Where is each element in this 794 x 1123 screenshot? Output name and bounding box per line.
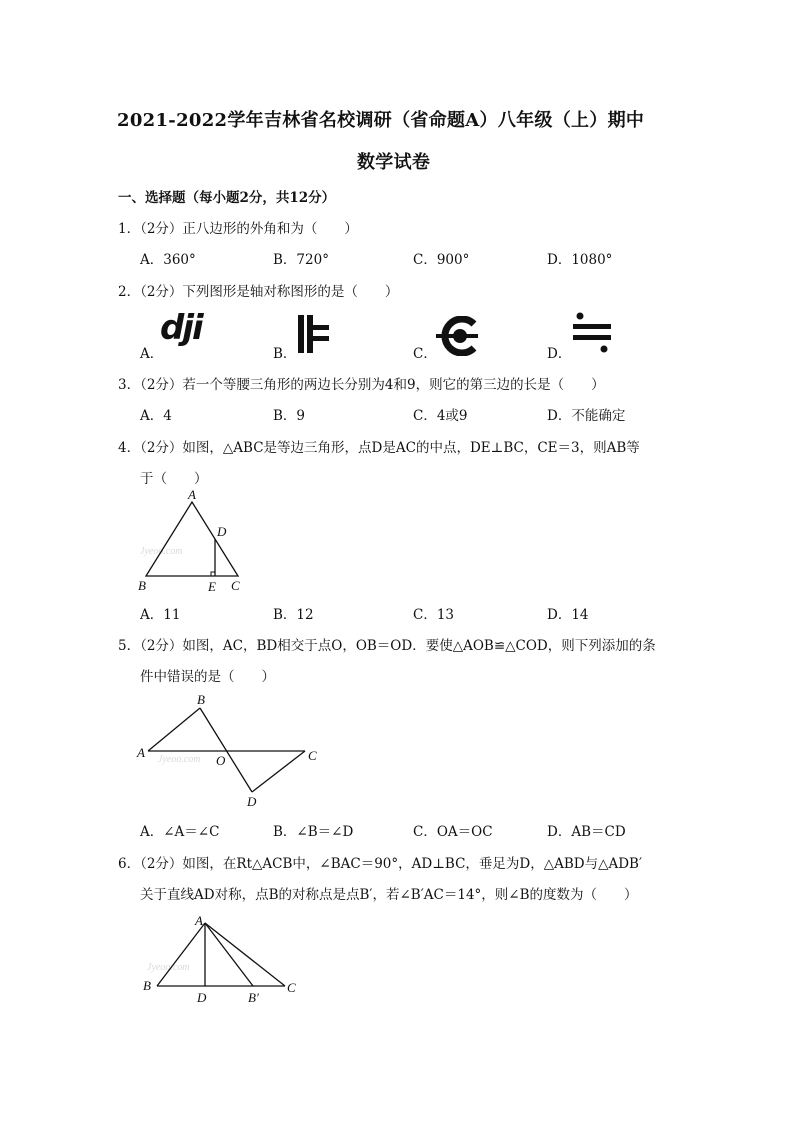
question-5-stem-line1: 5．（2分）如图，AC，BD相交于点O，OB＝OD．要使△AOB≌△COD，则下列添加的条 [118,638,656,654]
q4-label-d: D [217,524,227,539]
q2-figure-d [570,311,616,355]
q1-option-a: A．360° [140,252,196,268]
q4-triangle-figure [130,488,260,598]
q6-label-a: A [195,913,203,928]
q3-option-c: C．4或9 [413,408,468,424]
q2-figure-b [294,314,334,354]
q5-label-c: C [308,748,317,763]
question-5-stem-line2: 件中错误的是（ ） [140,669,275,685]
question-4-stem-line1: 4．（2分）如图，△ABC是等边三角形，点D是AC的中点，DE⊥BC，CE＝3，则AB等 [118,440,640,456]
q3-option-d: D．不能确定 [547,408,626,424]
q5-label-a: A [137,745,145,760]
q6-label-b: B [143,978,151,993]
q4-option-b: B．12 [273,607,314,623]
question-3-stem: 3．（2分）若一个等腰三角形的两边长分别为4和9，则它的第三边的长是（ ） [118,377,605,393]
q6-figure [135,910,305,1005]
page-title-line2: 数学试卷 [357,152,431,173]
q5-figure [130,690,330,812]
q2-figure-c [436,316,482,356]
q2-option-c-letter: C． [413,346,437,362]
q5-label-o: O [216,753,226,768]
q4-option-c: C．13 [413,607,455,623]
q5-option-b: B．∠B＝∠D [273,824,354,840]
q2-option-a-letter: A． [140,346,164,362]
q5-label-b: B [197,692,205,707]
question-6-stem-line2: 关于直线AD对称，点B的对称点是点B′，若∠B′AC＝14°，则∠B的度数为（ ） [140,887,638,903]
question-1-stem: 1．（2分）正八边形的外角和为（ ） [118,221,358,237]
q1-option-d: D．1080° [547,252,613,268]
svg-text:Jyeoo.com: Jyeoo.com [140,546,183,557]
question-6-stem-line1: 6．（2分）如图，在Rt△ACB中，∠BAC＝90°，AD⊥BC，垂足为D，△ABD与△ADB′ [118,856,643,872]
q1-option-b: B．720° [273,252,329,268]
q1-option-c: C．900° [413,252,470,268]
svg-text:Jyeoo.com: Jyeoo.com [147,962,190,973]
q5-option-c: C．OA＝OC [413,824,493,840]
q6-label-b-prime: B′ [248,990,259,1005]
q4-option-a: A．11 [140,607,181,623]
svg-text:Jyeoo.com: Jyeoo.com [158,754,201,765]
question-2-stem: 2．（2分）下列图形是轴对称图形的是（ ） [118,284,399,300]
q4-label-a: A [188,488,196,502]
q5-option-d: D．AB＝CD [547,824,626,840]
q4-label-c: C [231,578,240,593]
q2-option-b-letter: B． [273,346,297,362]
q5-label-d: D [247,794,257,809]
q5-option-a: A．∠A＝∠C [140,824,220,840]
q6-label-d: D [197,990,207,1005]
q3-option-b: B．9 [273,408,306,424]
section-heading: 一、选择题（每小题2分，共12分） [118,190,336,206]
q4-label-e: E [208,579,216,594]
question-4-stem-line2: 于（ ） [140,471,208,487]
q4-option-d: D．14 [547,607,589,623]
page-title-line1: 2021-2022学年吉林省名校调研（省命题A）八年级（上）期中 [117,110,645,131]
q4-label-b: B [138,578,146,593]
q6-label-c: C [287,980,296,995]
q3-option-a: A．4 [140,408,172,424]
q2-option-d-letter: D． [547,346,572,362]
dji-logo-figure: dji [160,308,202,348]
